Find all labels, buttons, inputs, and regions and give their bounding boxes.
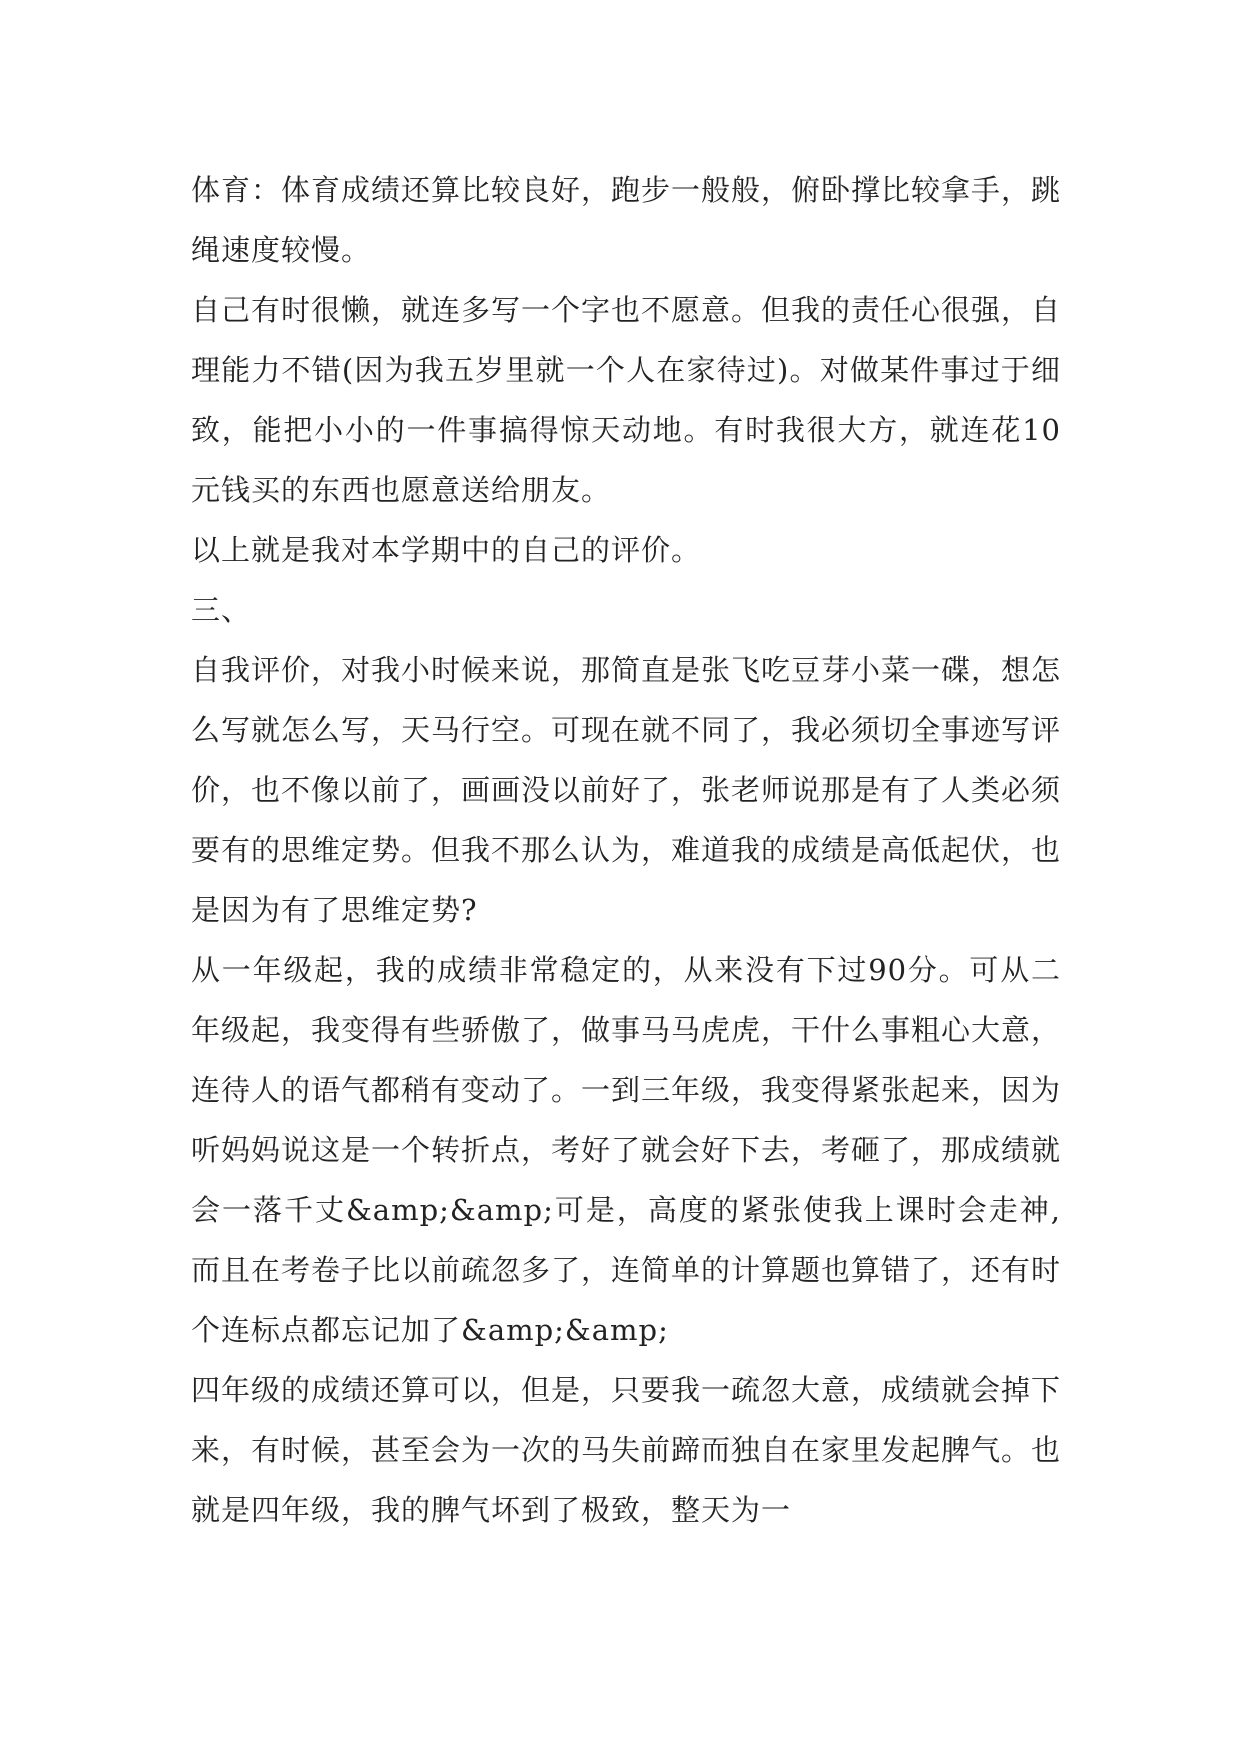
paragraph-self-evaluation: 自我评价，对我小时候来说，那简直是张飞吃豆芽小菜一碟，想怎么写就怎么写，天马行空。可现在就不同了，我必须切全事迹写评价，也不像以前了，画画没以前好了，张老师说那是有了人类必须要有的思维定势。但我不那么认为，难道我的成绩是高低起伏，也是因为有了思维定势? bbox=[191, 653, 1062, 927]
section-heading-three: 三、 bbox=[191, 593, 252, 627]
paragraph-self-character: 自己有时很懒，就连多写一个字也不愿意。但我的责任心很强，自理能力不错(因为我五岁里就一个人在家待过)。对做某件事过于细致，能把小小的一件事搞得惊天动地。有时我很大方，就连花10元钱买的东西也愿意送给朋友。 bbox=[191, 293, 1062, 507]
paragraph-fourth-grade: 四年级的成绩还算可以，但是，只要我一疏忽大意，成绩就会掉下来，有时候，甚至会为一次的马失前蹄而独自在家里发起脾气。也就是四年级，我的脾气坏到了极致，整天为一 bbox=[191, 1373, 1062, 1527]
document-body bbox=[191, 160, 1061, 1540]
paragraph-grades-history: 从一年级起，我的成绩非常稳定的，从来没有下过90分。可从二年级起，我变得有些骄傲了，做事马马虎虎，干什么事粗心大意，连待人的语气都稍有变动了。一到三年级，我变得紧张起来，因为听妈妈说这是一个转折点，考好了就会好下去，考砸了，那成绩就会一落千丈&amp;&amp;可是，高度的紧张使我上课时会走神,而且在考卷子比以前疏忽多了，连简单的计算题也算错了，还有时个连标点都忘记加了&amp;&amp; bbox=[191, 953, 1062, 1347]
paragraph-summary: 以上就是我对本学期中的自己的评价。 bbox=[191, 533, 702, 567]
paragraph-sports: 体育：体育成绩还算比较良好，跑步一般般，俯卧撑比较拿手，跳绳速度较慢。 bbox=[191, 173, 1062, 267]
